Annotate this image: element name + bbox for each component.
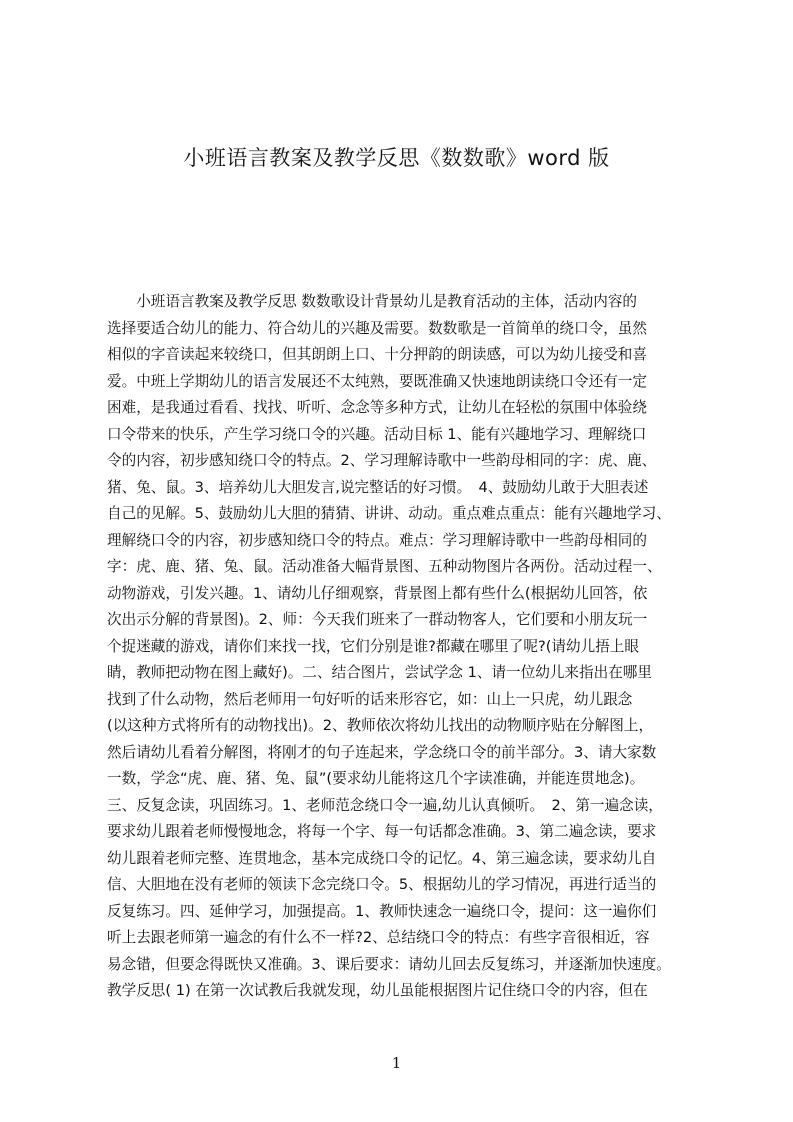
body-line: (以这种方式将所有的动物找出)。2、教师依次将幼儿找出的动物顺序贴在分解图上， — [107, 717, 654, 734]
body-line: 口令带来的快乐，产生学习绕口令的兴趣。活动目标 1、能有兴趣地学习、理解绕口 — [107, 425, 647, 443]
document-body — [107, 289, 697, 1005]
body-line: 教学反思( 1) 在第一次试教后我就发现，幼儿虽能根据图片记住绕口令的内容，但在 — [107, 982, 648, 999]
body-line: 幼儿跟着老师完整、连贯地念，基本完成绕口令的记忆。4、第三遍念读，要求幼儿自 — [107, 849, 657, 867]
body-line: 动物游戏，引发兴趣。1、请幼儿仔细观察，背景图上都有些什么(根据幼儿回答，依 — [107, 584, 648, 602]
body-line: 令的内容，初步感知绕口令的特点。2、学习理解诗歌中一些韵母相同的字：虎、鹿、 — [107, 452, 657, 469]
body-line: 猪、兔、鼠。3、培养幼儿大胆发言,说完整话的好习惯。 4、鼓励幼儿敢于大胆表述 — [107, 478, 649, 496]
body-line: 找到了什么动物，然后老师用一句好听的话来形容它，如：山上一只虎，幼儿跟念 — [107, 690, 633, 708]
body-line: 三、反复念读，巩固练习。1、老师范念绕口令一遍,幼儿认真倾听。 2、第一遍念读， — [107, 796, 663, 814]
body-line: 要求幼儿跟着老师慢慢地念，将每一个字、每一句话都念准确。3、第二遍念读，要求 — [107, 823, 657, 840]
body-line: 字：虎、鹿、猪、兔、鼠。活动准备大幅背景图、五种动物图片各两份。活动过程一、 — [107, 558, 662, 575]
body-line: 次出示分解的背景图)。2、师：今天我们班来了一群动物客人，它们要和小朋友玩一 — [107, 611, 648, 628]
body-line: 相似的字音读起来较绕口，但其朗朗上口、十分押韵的朗读感，可以为幼儿接受和喜 — [107, 346, 647, 363]
body-line: 困难，是我通过看看、找找、听听、念念等多种方式，让幼儿在轻松的氛围中体验绕 — [107, 399, 647, 416]
body-line: 信、大胆地在没有老师的领读下念完绕口令。5、根据幼儿的学习情况，再进行适当的 — [107, 876, 657, 893]
body-line: 一数，学念“虎、鹿、猪、兔、鼠”(要求幼儿能将这几个字读准确，并能连贯地念)。 — [107, 770, 645, 787]
body-line: 选择要适合幼儿的能力、符合幼儿的兴趣及需要。数数歌是一首简单的绕口令，虽然 — [107, 319, 647, 337]
body-line: 小班语言教案及教学反思 数数歌设计背景幼儿是教育活动的主体，活动内容的 — [107, 293, 638, 310]
body-line: 易念错，但要念得既快又准确。3、课后要求：请幼儿回去反复练习，并逐渐加快速度。 — [107, 955, 671, 973]
body-line: 个捉迷藏的游戏，请你们来找一找，它们分别是谁?都藏在哪里了呢?(请幼儿捂上眼 — [107, 637, 639, 655]
body-line: 反复练习。四、延伸学习，加强提高。1、教师快速念一遍绕口令，提问：这一遍你们 — [107, 902, 657, 920]
body-line: 听上去跟老师第一遍念的有什么不一样?2、总结绕口令的特点：有些字音很相近，容 — [107, 929, 650, 946]
body-line: 爱。中班上学期幼儿的语言发展还不太纯熟，要既准确又快速地朗读绕口令还有一定 — [107, 372, 647, 390]
page-number: 1 — [391, 1054, 402, 1072]
body-line: 睛，教师把动物在图上藏好)。二、结合图片，尝试学念 1、请一位幼儿来指出在哪里 — [107, 664, 652, 681]
body-line: 然后请幼儿看着分解图，将刚才的句子连起来，学念绕口令的前半部分。3、请大家数 — [107, 743, 657, 761]
document-title: 小班语言教案及教学反思《数数歌》word 版 — [183, 146, 610, 170]
body-line: 理解绕口令的内容，初步感知绕口令的特点。难点：学习理解诗歌中一些韵母相同的 — [107, 531, 647, 549]
body-line: 自己的见解。5、鼓励幼儿大胆的猜猜、讲讲、动动。重点难点重点：能有兴趣地学习、 — [107, 505, 671, 522]
